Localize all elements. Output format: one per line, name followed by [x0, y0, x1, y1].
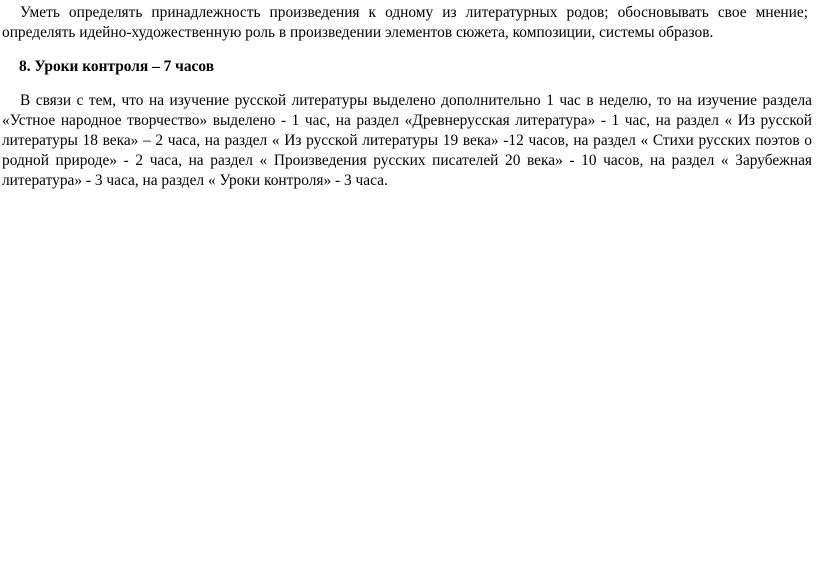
paragraph-hours-distribution: В связи с тем, что на изучение русской литературы выделено дополнительно 1 час в неделю, то на изучение раздела «Устное народное творчество» выделено - 1 час, на раздел «Древнерусская литература» - 1 час, на раздел « Из русской литературы 18 века» – 2 часа, на раздел « Из русской литературы 19 века» -12 часов, на раздел « Стихи русских поэтов о родной природе» - 2 часа, на раздел « Произведения русских писателей 20 века» - 10 часов, на раздел « Зарубежная литература» - 3 часа, на раздел « Уроки контроля» - 3 часа. — [2, 92, 812, 189]
paragraph-skills: Уметь определять принадлежность произведения к одному из литературных родов; обосновывать свое мнение; определять идейно-художественную роль в произведении элементов сюжета, композиции, системы образов. — [2, 4, 808, 41]
section-heading: 8. Уроки контроля – 7 часов — [19, 58, 215, 75]
